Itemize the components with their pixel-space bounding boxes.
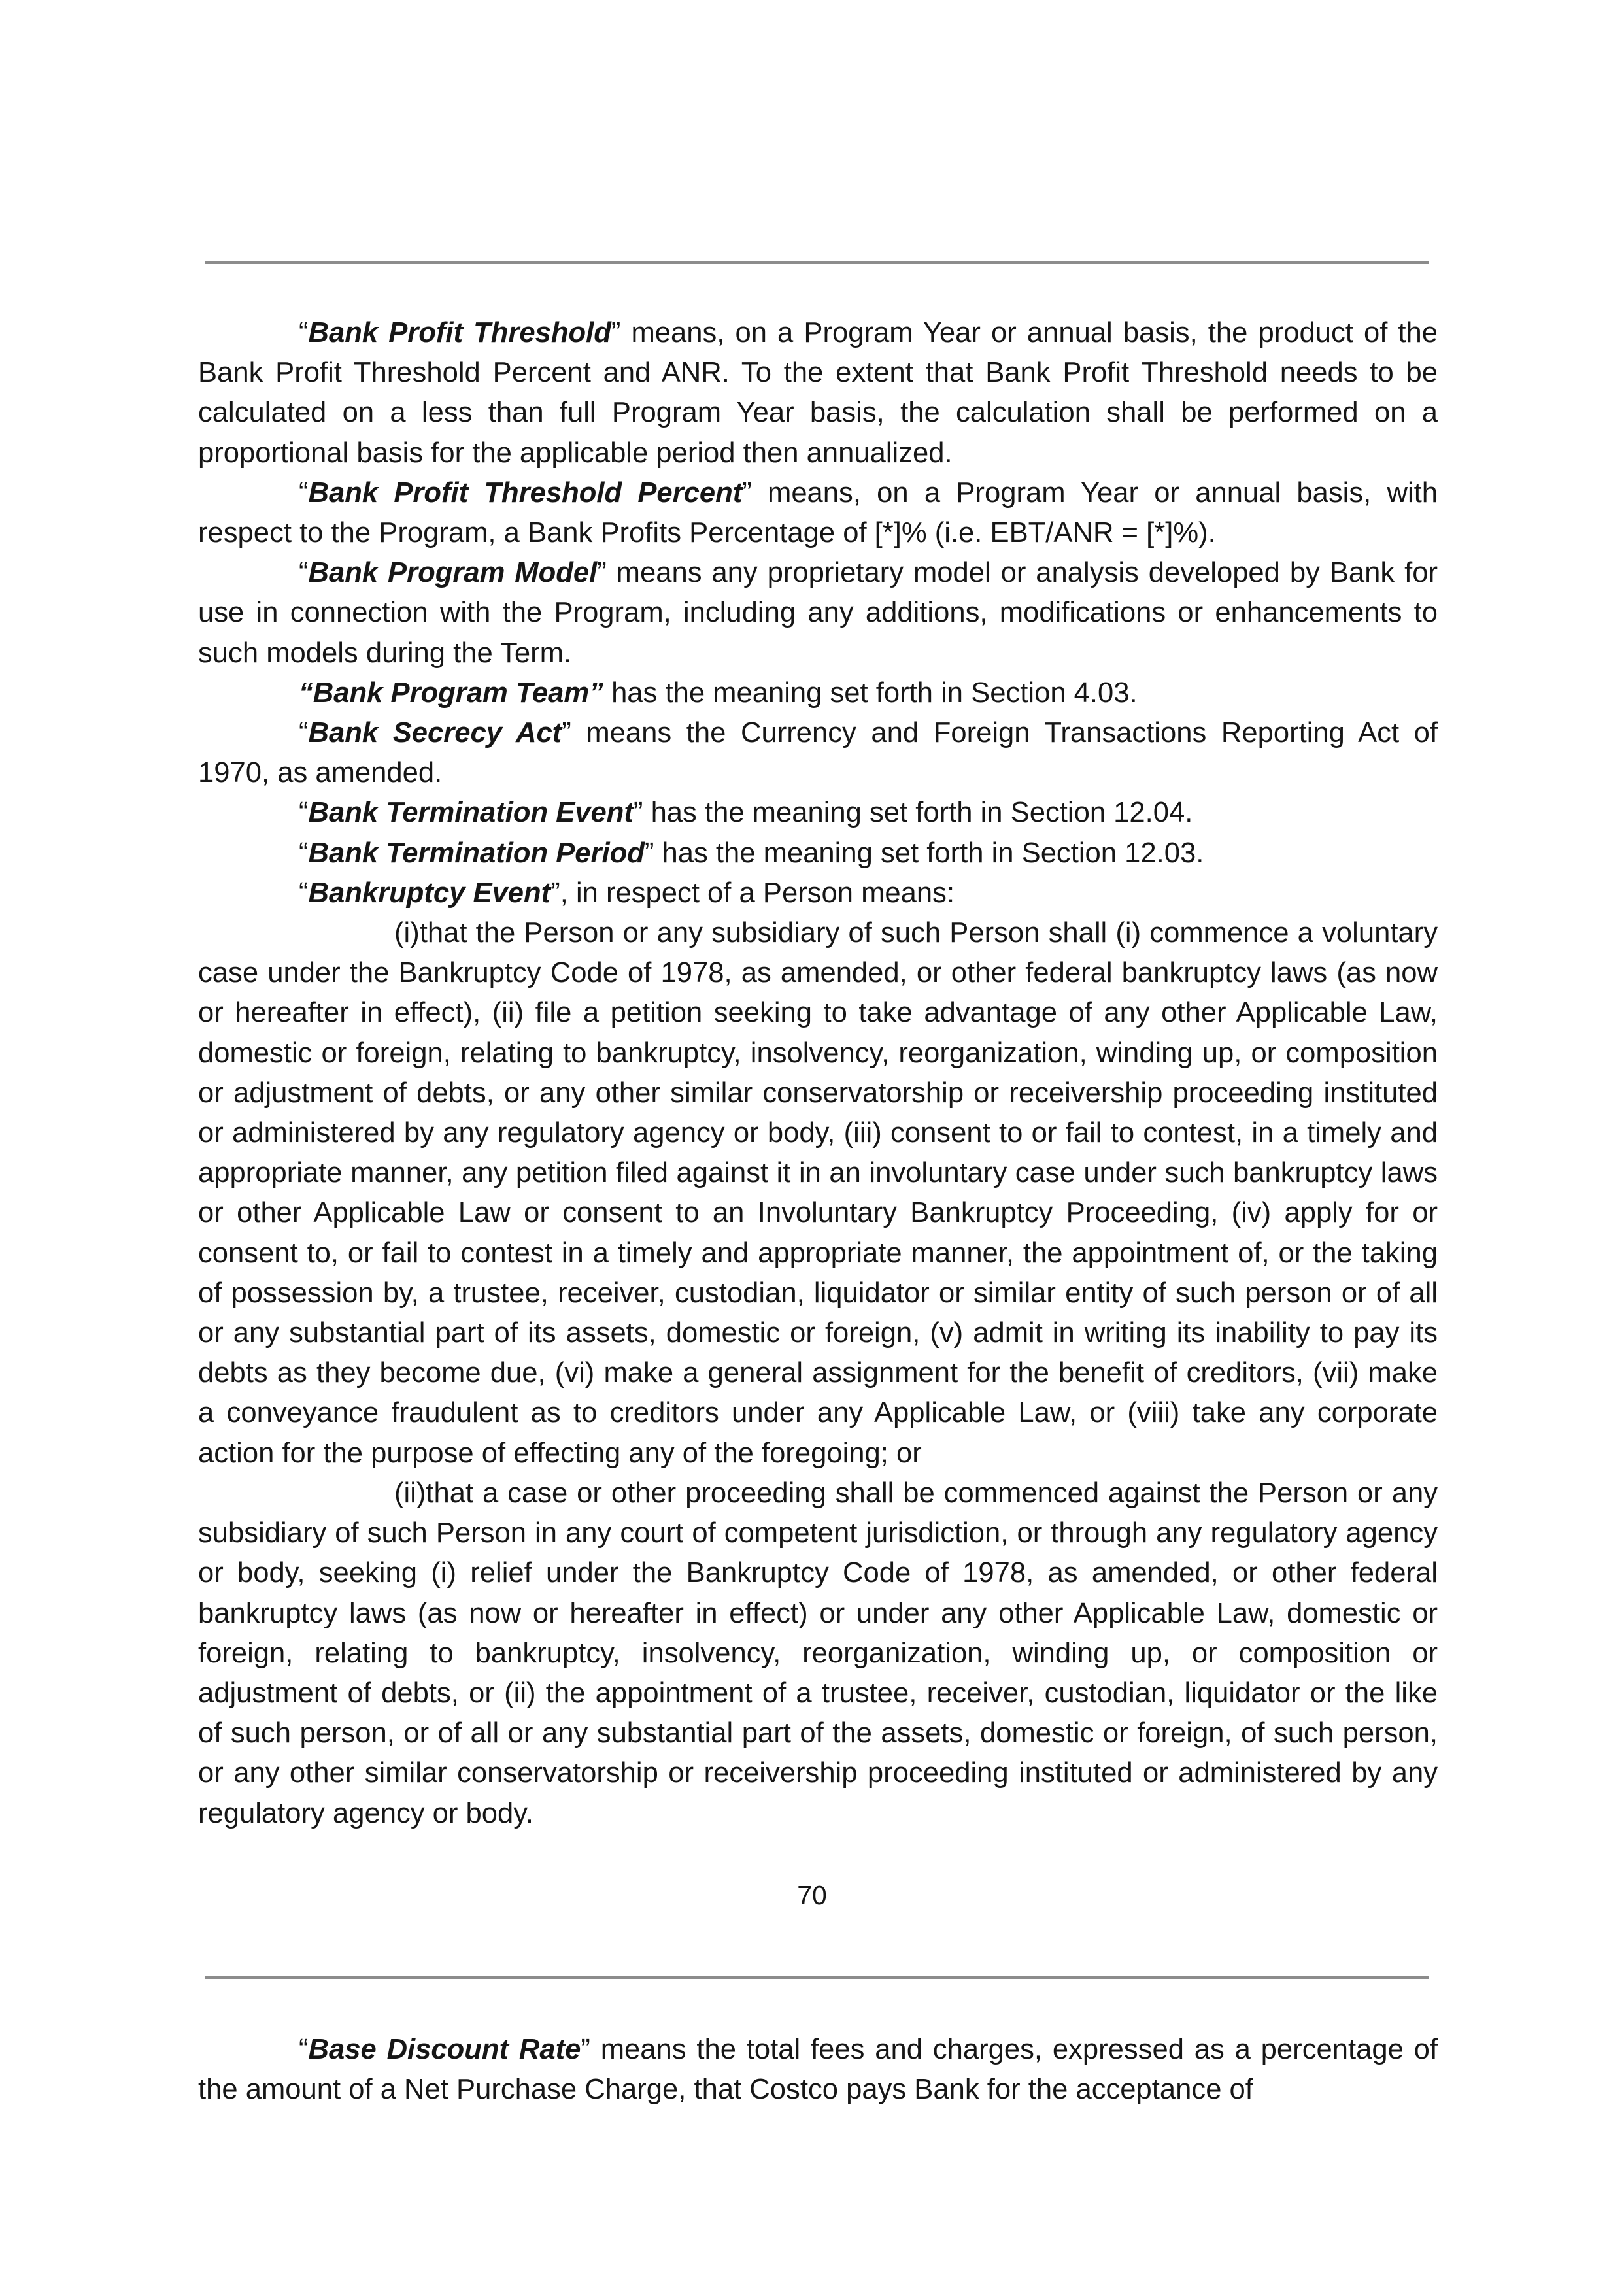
page-70-body xyxy=(198,313,1438,1834)
definition-text: means, on a Program Year or annual basis, with respect to the Program, a Bank Profits Percentage of [*]% (i.e. EBT/ANR = [*]%). xyxy=(198,477,1438,549)
close-quote: ” xyxy=(550,877,560,909)
definition-text: has the meaning set forth in Section 4.03. xyxy=(603,677,1138,709)
definition-text: means any proprietary model or analysis developed by Bank for use in connection with the Program, including any additions, modifications or enhancements to such models during the Term. xyxy=(198,557,1438,669)
definition-text: means the total fees and charges, expressed as a percentage of the amount of a Net Purchase Charge, that Costco pays Bank for the acceptance of xyxy=(198,2034,1438,2106)
open-quote: “ xyxy=(299,2034,309,2065)
definition-text: has the meaning set forth in Section 12.03. xyxy=(654,837,1204,869)
close-quote: ” xyxy=(742,477,752,509)
defined-term: Bank Termination Event xyxy=(308,797,634,829)
definition-bank-profit-threshold-percent xyxy=(198,473,1438,553)
definition-text: has the meaning set forth in Section 12.04. xyxy=(643,797,1193,829)
defined-term: Bank Termination Period xyxy=(308,837,645,869)
page-number: 70 xyxy=(797,1880,827,1910)
definition-bankruptcy-event xyxy=(198,873,1438,913)
definition-base-discount-rate xyxy=(198,2030,1438,2110)
definition-text: means, on a Program Year or annual basis, the product of the Bank Profit Threshold Percent and ANR. To the extent that Bank Profit Threshold needs to be calculated on a less than full Program Year basis, the calculation shall be performed on a proportional basis for the applicable period then annualized. xyxy=(198,317,1438,469)
close-quote: ” xyxy=(581,2034,590,2065)
defined-term: Bank Profit Threshold Percent xyxy=(308,477,743,509)
close-quote: ” xyxy=(597,557,607,589)
close-quote: ” xyxy=(633,797,643,829)
close-quote: ” xyxy=(644,837,654,869)
bankruptcy-clause-ii: (ii)that a case or other proceeding shall be commenced against the Person or any subsidiary of such Person in any court of competent jurisdiction, or through any regulatory agency or body, seeking (i) relief under the Bankruptcy Code of 1978, as amended, or other federal bankruptcy laws (as now or hereafter in effect) or under any other Applicable Law, domestic or foreign, relating to bankruptcy, insolvency, reorganization, winding up, or composition or adjustment of debts, or (ii) the appointment of a trustee, receiver, custodian, liquidator or the like of such person, or of all or any substantial part of the assets, domestic or foreign, of such person, or any other similar conservatorship or receivership proceeding instituted or administered by any regulatory agency or body. xyxy=(198,1477,1438,1829)
defined-term: Bank Secrecy Act xyxy=(308,717,562,749)
header-divider xyxy=(205,261,1429,264)
definition-bank-profit-threshold xyxy=(198,313,1438,473)
definition-bank-termination-period xyxy=(198,834,1438,873)
bankruptcy-clause-i: (i)that the Person or any subsidiary of such Person shall (i) commence a voluntary case under the Bankruptcy Code of 1978, as amended, or other federal bankruptcy laws (as now or hereafter in effect), (ii) file a petition seeking to take advantage of any other Applicable Law, domestic or foreign, relating to bankruptcy, insolvency, reorganization, winding up, or composition or adjustment of debts, or any other similar conservatorship or receivership proceeding instituted or administered by any regulatory agency or body, (iii) consent to or fail to contest, in a timely and appropriate manner, any petition filed against it in an involuntary case under such bankruptcy laws or other Applicable Law or consent to an Involuntary Bankruptcy Proceeding, (iv) apply for or consent to, or fail to contest in a timely and appropriate manner, the appointment of, or the taking of possession by, a trustee, receiver, custodian, liquidator or similar entity of such person or of all or any substantial part of its assets, domestic or foreign, (v) admit in writing its inability to pay its debts as they become due, (vi) make a general assignment for the benefit of creditors, (vii) make a conveyance fraudulent as to creditors under any Applicable Law, or (viii) take any corporate action for the purpose of effecting any of the foregoing; or xyxy=(198,917,1438,1469)
open-quote: “ xyxy=(299,557,309,589)
open-quote: “ xyxy=(299,477,309,509)
close-quote: ” xyxy=(611,317,621,348)
definition-bank-termination-event xyxy=(198,793,1438,833)
open-quote: “ xyxy=(299,717,309,749)
definition-bank-secrecy-act xyxy=(198,713,1438,793)
definition-text: , in respect of a Person means: xyxy=(560,877,955,909)
definition-bank-program-team xyxy=(198,673,1438,713)
open-quote: “ xyxy=(299,797,309,829)
definition-text: means the Currency and Foreign Transactions Reporting Act of 1970, as amended. xyxy=(198,717,1438,789)
open-quote: “ xyxy=(299,877,309,909)
close-quote: ” xyxy=(562,717,571,749)
page-break-divider xyxy=(205,1976,1429,1979)
defined-term: Bank Program Model xyxy=(308,557,598,589)
page-71-body xyxy=(198,2030,1438,2110)
open-quote: “ xyxy=(299,317,309,348)
defined-term: “Bank Program Team” xyxy=(299,677,603,709)
open-quote: “ xyxy=(299,837,309,869)
defined-term: Bank Profit Threshold xyxy=(308,317,611,348)
defined-term: Base Discount Rate xyxy=(308,2034,581,2065)
definition-bank-program-model xyxy=(198,553,1438,673)
defined-term: Bankruptcy Event xyxy=(308,877,551,909)
